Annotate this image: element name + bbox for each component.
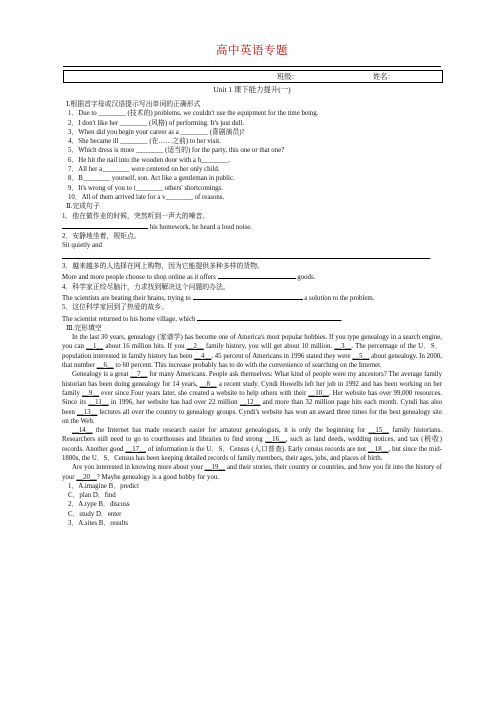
answer-blank[interactable]: ________ — [180, 128, 208, 136]
item-text: were centered on her only child. — [129, 166, 220, 174]
item-text: 2．I don't like her — [68, 119, 120, 127]
cloze-text: about genealogy. In 2000, that number — [62, 352, 443, 370]
translation-q4-answer: The scientists are beating their brains, trying to a solution to the problem. — [62, 292, 442, 303]
item-text: 9．It's wrong of you to t — [68, 184, 136, 192]
cloze-text: , such as land deeds, wedding notices, and tax (税收) records. Another good — [62, 436, 442, 453]
section-2-heading: Ⅱ.完成句子 — [66, 203, 100, 211]
cloze-text: the Internet has made research easier for amateur genealogists, it is only the beginning for — [92, 427, 369, 435]
answer-blank[interactable]: ________ — [82, 175, 111, 183]
cloze-text: ? Maybe genealogy is a good hobby for you. — [96, 473, 220, 481]
cloze-blank[interactable]: __12__ — [239, 399, 261, 407]
section-1-list — [62, 109, 442, 202]
cloze-text: in 1996, her website has had over 22 million — [108, 399, 240, 407]
cloze-blank[interactable]: __1__ — [86, 343, 104, 351]
cloze-blank[interactable]: __6__ — [96, 362, 114, 370]
cloze-blank[interactable]: __17__ — [125, 445, 146, 453]
translation-q5-prompt: 5．这位科学家回到了热爱的故乡。 — [62, 304, 169, 312]
item-text: 10．All of them arrived late for a v — [68, 193, 166, 201]
item-text: 6．He hit the nail into the wooden door with a h — [68, 156, 202, 164]
cloze-text: . The percentage of the U．S．population interested in family history has been — [62, 343, 442, 360]
cloze-text: to 60 percent. This increase probably has to do with the convenience of searching on the Internet. — [113, 362, 382, 370]
cloze-blank[interactable]: __20__ — [76, 473, 97, 481]
answer-blank[interactable] — [62, 221, 148, 229]
vocab-item — [62, 109, 442, 118]
item-text: (风格) of performing. It's just dull. — [147, 119, 245, 127]
cloze-paragraph-2 — [62, 370, 442, 426]
answer-blank[interactable]: ________ — [98, 110, 126, 118]
item-text: 7．All her a — [68, 166, 103, 174]
item-text: 5．Which dress is more — [68, 147, 137, 155]
cloze-blank[interactable]: __4__ — [194, 352, 212, 360]
cloze-text: a recent study. Cyndi Howells left her job in 1992 and has been working on her family — [62, 380, 442, 397]
cloze-text: Are you interested in knowing more about your — [72, 464, 205, 472]
cloze-blank[interactable]: __8__ — [199, 380, 217, 388]
item-text: (在……之前) to her visit. — [147, 138, 221, 146]
option-line: 3．A.sites B．results — [68, 520, 129, 528]
answer-blank[interactable]: ________ — [102, 166, 130, 174]
cloze-blank[interactable]: __19__ — [204, 464, 226, 472]
vocab-item — [62, 146, 442, 155]
answer-blank[interactable] — [193, 292, 303, 300]
cloze-text: of information is the U．S．Census (人口普查). Early census records are not — [145, 445, 368, 453]
cloze-text: , but since the mid-1800s, the U．S．Census has been keeping detailed records of family members, their ages, jobs, and places of birth. — [62, 445, 442, 462]
cloze-text: and their stories, their country or countries, and how you fit into the history of your — [62, 464, 442, 481]
translation-q3-answer: More and more people choose to shop online as it offers goods. — [62, 271, 442, 282]
section-3-heading: Ⅲ.完形填空 — [66, 324, 102, 332]
answer-blank[interactable] — [62, 251, 430, 259]
option-line: 1．A.imagine B．predict — [68, 482, 140, 490]
cloze-paragraph-3 — [62, 426, 442, 463]
item-text: 4．She became ill — [68, 138, 121, 146]
unit-heading: Unit 1 课下能力提升(一) — [213, 85, 291, 94]
item-text: of reasons. — [192, 193, 225, 201]
vocab-item — [62, 193, 442, 202]
answer-blank[interactable]: ________ — [136, 147, 164, 155]
cloze-blank[interactable]: __13__ — [76, 408, 98, 416]
vocab-item — [62, 137, 442, 146]
item-text: . — [228, 156, 231, 164]
item-text: (喜剧演员)? — [207, 128, 245, 136]
option-line: C．study D．enter — [68, 510, 122, 518]
cloze-blank[interactable]: __18__ — [367, 445, 389, 453]
cloze-blank[interactable]: __7__ — [130, 371, 148, 379]
item-text: 8．B — [68, 175, 83, 183]
answer-blank[interactable]: ________ — [119, 119, 148, 127]
cloze-blank[interactable]: __3__ — [334, 343, 352, 351]
translation-q3-prompt: 3．越来越多的人选择在网上购物，因为它能提供多种多样的货物。 — [62, 263, 264, 271]
cloze-blank[interactable]: __5__ — [352, 352, 370, 360]
section-1-heading: Ⅰ.根据首字母或汉语提示写出单词的正确形式 — [66, 101, 201, 108]
vocab-item — [62, 128, 442, 137]
answer-blank[interactable] — [197, 313, 341, 321]
answer-blank[interactable]: ________ — [201, 156, 229, 164]
item-text: others' shortcomings. — [162, 184, 223, 192]
option-line: C．plan D．find — [68, 492, 116, 500]
cloze-text: family historians. Researchers still need to go to courthouses and libraries to find strong — [62, 427, 442, 444]
vocab-item — [62, 156, 442, 165]
cloze-text: lectures all over the country to genealogy groups. Cyndi's website has won an award three times for the best genealogy site on the Web. — [62, 408, 442, 425]
translation-q5-answer: The scientist returned to his home village, which . — [62, 313, 442, 324]
item-text: yourself, son. Act like a gentleman in public. — [110, 175, 235, 183]
item-text: (技术的) problems, we couldn't use the equipment for the time being. — [125, 110, 319, 118]
answer-blank[interactable]: ________ — [135, 184, 163, 192]
header-rule — [63, 66, 441, 67]
item-text: 1．Due to — [68, 110, 99, 118]
cloze-text: In the last 30 years, genealogy (家谱学) has become one of America's most popular hobbies. If you type genealogy in a search engine, you can — [62, 334, 442, 351]
item-text: (适当的) for the party, this one or that one? — [163, 147, 285, 155]
cloze-text: Genealogy is a great — [72, 371, 131, 379]
worksheet-content — [62, 100, 442, 528]
vocab-item — [62, 119, 442, 128]
answer-blank[interactable] — [218, 271, 296, 279]
cloze-text: ever since.Four years later, she created a website to help others with their — [99, 389, 309, 397]
name-label: 姓名： — [373, 73, 395, 81]
translation-q2-start: Sit quietly and — [62, 242, 102, 250]
cloze-text: for many Americans. People ask themselves: What kind of people were my ancestors? The average family historian has been doing genealogy for 14 years, — [62, 371, 442, 388]
cloze-blank[interactable]: __2__ — [186, 343, 204, 351]
cloze-paragraph-1 — [62, 333, 442, 370]
cloze-text: family history, you will get about 10 million. — [203, 343, 335, 351]
translation-q2-answer: . — [62, 251, 442, 262]
vocab-item — [62, 165, 442, 174]
cloze-paragraph-4 — [62, 463, 442, 482]
class-label: 班级： — [277, 73, 299, 81]
cloze-text: . 45 percent of Americans in 1996 stated they were — [211, 352, 353, 360]
cloze-text: . Her website has over 99,000 resources. Since its — [62, 389, 443, 407]
cloze-blank[interactable]: __15__ — [368, 427, 390, 435]
answer-blank[interactable]: ________ — [120, 138, 148, 146]
cloze-options — [62, 482, 442, 528]
cloze-blank[interactable]: __9__ — [81, 389, 100, 397]
answer-blank[interactable]: ________ — [165, 193, 193, 201]
cloze-blank[interactable]: __11__ — [88, 399, 109, 407]
cloze-blank[interactable]: __16__ — [265, 436, 286, 444]
cloze-text: and more than 32 million page hits each month. Cyndi has also been — [62, 399, 442, 416]
cloze-text: about 16 million hits. If you — [103, 343, 187, 351]
document-title: 高中英语专题 — [216, 45, 288, 57]
translation-q1-answer: his homework, he heard a loud noise. — [62, 221, 442, 232]
item-text: 3．When did you begin your career as a — [68, 128, 181, 136]
vocab-item — [62, 174, 442, 183]
vocab-item — [62, 184, 442, 193]
cloze-blank[interactable]: __14__ — [72, 427, 93, 435]
cloze-blank[interactable]: __10__ — [308, 389, 329, 397]
translation-q2-prompt: 2．安静地坐着，规矩点。 — [62, 233, 141, 241]
translation-q4-prompt: 4．科学家正绞尽脑汁，力求找到解决这个问题的办法。 — [62, 283, 230, 291]
translation-q1-prompt: 1．他在做作业的时候，突然听到一声大的噪音。 — [62, 212, 210, 220]
option-line: 2．A.type B．discuss — [68, 501, 130, 509]
